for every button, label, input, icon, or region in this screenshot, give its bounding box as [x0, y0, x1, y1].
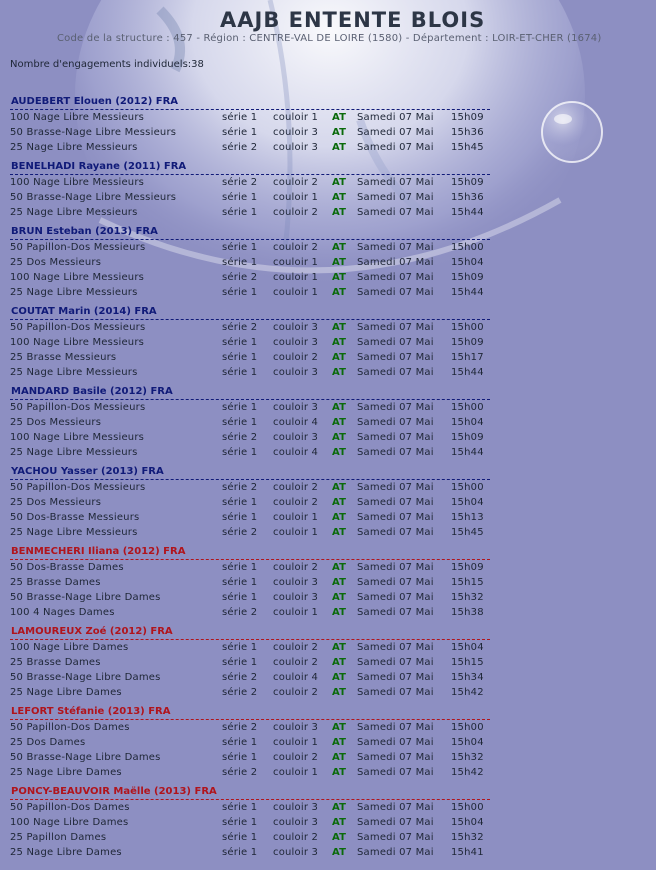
event-name: 100 Nage Libre Dames [10, 817, 129, 828]
event-time: 15h44 [451, 367, 484, 378]
swimmer-block [10, 225, 490, 300]
event-date: Samedi 07 Mai [357, 657, 434, 668]
serie-number: série 1 [222, 402, 258, 413]
serie-number: série 2 [222, 687, 258, 698]
event-name: 25 Dos Messieurs [10, 497, 102, 508]
event-time: 15h04 [451, 737, 484, 748]
status-badge: AT [332, 657, 347, 668]
serie-number: série 2 [222, 767, 258, 778]
status-badge: AT [332, 142, 347, 153]
event-date: Samedi 07 Mai [357, 447, 434, 458]
event-time: 15h09 [451, 177, 484, 188]
lane-number: couloir 3 [273, 337, 319, 348]
status-badge: AT [332, 562, 347, 573]
status-badge: AT [332, 512, 347, 523]
event-name: 50 Brasse-Nage Libre Dames [10, 592, 161, 603]
event-time: 15h04 [451, 817, 484, 828]
serie-number: série 1 [222, 192, 258, 203]
event-name: 50 Papillon-Dos Messieurs [10, 242, 146, 253]
status-badge: AT [332, 257, 347, 268]
event-time: 15h42 [451, 687, 484, 698]
event-time: 15h00 [451, 722, 484, 733]
serie-number: série 1 [222, 737, 258, 748]
event-time: 15h44 [451, 207, 484, 218]
lane-number: couloir 3 [273, 592, 319, 603]
event-time: 15h04 [451, 257, 484, 268]
lane-number: couloir 2 [273, 832, 319, 843]
serie-number: série 1 [222, 257, 258, 268]
status-badge: AT [332, 847, 347, 858]
entry-row [10, 205, 490, 220]
event-name: 25 Nage Libre Dames [10, 767, 122, 778]
entry-row [10, 685, 490, 700]
lane-number: couloir 1 [273, 607, 319, 618]
event-name: 50 Brasse-Nage Libre Messieurs [10, 127, 177, 138]
event-name: 25 Nage Libre Messieurs [10, 367, 138, 378]
event-time: 15h00 [451, 322, 484, 333]
serie-number: série 1 [222, 337, 258, 348]
swimmer-name: LAMOUREUX Zoé (2012) FRA [10, 625, 490, 640]
page-title: AAJB ENTENTE BLOIS [220, 8, 486, 32]
entry-row [10, 670, 490, 685]
event-time: 15h09 [451, 112, 484, 123]
serie-number: série 1 [222, 512, 258, 523]
entry-row [10, 845, 490, 860]
entry-row [10, 335, 490, 350]
swimmer-block [10, 785, 490, 860]
serie-number: série 1 [222, 207, 258, 218]
lane-number: couloir 2 [273, 352, 319, 363]
serie-number: série 2 [222, 482, 258, 493]
status-badge: AT [332, 802, 347, 813]
event-name: 50 Papillon-Dos Messieurs [10, 402, 146, 413]
status-badge: AT [332, 642, 347, 653]
lane-number: couloir 2 [273, 207, 319, 218]
entry-row [10, 400, 490, 415]
swimmer-name: PONCY-BEAUVOIR Maëlle (2013) FRA [10, 785, 490, 800]
event-date: Samedi 07 Mai [357, 367, 434, 378]
event-date: Samedi 07 Mai [357, 177, 434, 188]
event-name: 25 Nage Libre Messieurs [10, 287, 138, 298]
entry-row [10, 285, 490, 300]
serie-number: série 2 [222, 322, 258, 333]
serie-number: série 2 [222, 527, 258, 538]
event-name: 25 Dos Messieurs [10, 257, 102, 268]
event-name: 25 Dos Messieurs [10, 417, 102, 428]
serie-number: série 2 [222, 607, 258, 618]
event-date: Samedi 07 Mai [357, 817, 434, 828]
swimmer-name: BRUN Esteban (2013) FRA [10, 225, 490, 240]
event-name: 100 Nage Libre Messieurs [10, 432, 145, 443]
status-badge: AT [332, 207, 347, 218]
status-badge: AT [332, 577, 347, 588]
event-name: 100 Nage Libre Messieurs [10, 177, 145, 188]
entry-row [10, 480, 490, 495]
event-date: Samedi 07 Mai [357, 752, 434, 763]
event-date: Samedi 07 Mai [357, 272, 434, 283]
status-badge: AT [332, 737, 347, 748]
status-badge: AT [332, 112, 347, 123]
serie-number: série 1 [222, 447, 258, 458]
status-badge: AT [332, 832, 347, 843]
lane-number: couloir 2 [273, 657, 319, 668]
serie-number: série 1 [222, 817, 258, 828]
event-date: Samedi 07 Mai [357, 417, 434, 428]
event-time: 15h04 [451, 642, 484, 653]
event-name: 25 Nage Libre Messieurs [10, 447, 138, 458]
event-time: 15h00 [451, 242, 484, 253]
event-time: 15h00 [451, 802, 484, 813]
event-time: 15h17 [451, 352, 484, 363]
event-name: 25 Dos Dames [10, 737, 86, 748]
status-badge: AT [332, 127, 347, 138]
event-name: 50 Papillon-Dos Dames [10, 722, 130, 733]
entry-row [10, 190, 490, 205]
serie-number: série 2 [222, 672, 258, 683]
entry-row [10, 240, 490, 255]
lane-number: couloir 2 [273, 497, 319, 508]
event-date: Samedi 07 Mai [357, 687, 434, 698]
event-name: 25 Nage Libre Messieurs [10, 207, 138, 218]
entry-row [10, 815, 490, 830]
serie-number: série 1 [222, 562, 258, 573]
status-badge: AT [332, 272, 347, 283]
event-date: Samedi 07 Mai [357, 207, 434, 218]
event-time: 15h09 [451, 562, 484, 573]
serie-number: série 1 [222, 592, 258, 603]
entry-row [10, 830, 490, 845]
event-date: Samedi 07 Mai [357, 322, 434, 333]
event-date: Samedi 07 Mai [357, 847, 434, 858]
event-date: Samedi 07 Mai [357, 607, 434, 618]
lane-number: couloir 2 [273, 687, 319, 698]
entry-row [10, 365, 490, 380]
entry-row [10, 560, 490, 575]
lane-number: couloir 3 [273, 127, 319, 138]
entry-row [10, 765, 490, 780]
serie-number: série 1 [222, 127, 258, 138]
event-time: 15h09 [451, 337, 484, 348]
serie-number: série 1 [222, 847, 258, 858]
lane-number: couloir 2 [273, 177, 319, 188]
status-badge: AT [332, 687, 347, 698]
event-name: 25 Nage Libre Messieurs [10, 527, 138, 538]
event-time: 15h36 [451, 192, 484, 203]
event-name: 50 Brasse-Nage Libre Dames [10, 752, 161, 763]
lane-number: couloir 1 [273, 272, 319, 283]
entry-row [10, 575, 490, 590]
lane-number: couloir 4 [273, 417, 319, 428]
event-date: Samedi 07 Mai [357, 432, 434, 443]
lane-number: couloir 2 [273, 242, 319, 253]
event-name: 25 Brasse Dames [10, 577, 101, 588]
status-badge: AT [332, 752, 347, 763]
event-name: 100 Nage Libre Messieurs [10, 112, 145, 123]
serie-number: série 1 [222, 367, 258, 378]
event-time: 15h32 [451, 592, 484, 603]
event-name: 100 4 Nages Dames [10, 607, 115, 618]
entry-row [10, 320, 490, 335]
event-name: 25 Nage Libre Dames [10, 687, 122, 698]
entry-row [10, 445, 490, 460]
event-time: 15h00 [451, 402, 484, 413]
serie-number: série 1 [222, 497, 258, 508]
swimmer-name: BENMECHERI Iliana (2012) FRA [10, 545, 490, 560]
serie-number: série 1 [222, 832, 258, 843]
swimmer-name: AUDEBERT Elouen (2012) FRA [10, 95, 490, 110]
status-badge: AT [332, 367, 347, 378]
status-badge: AT [332, 192, 347, 203]
entries-count: Nombre d'engagements individuels:38 [10, 59, 204, 70]
event-time: 15h42 [451, 767, 484, 778]
swimmer-block [10, 305, 490, 380]
lane-number: couloir 1 [273, 287, 319, 298]
bubble-icon [542, 102, 602, 162]
status-badge: AT [332, 177, 347, 188]
event-time: 15h15 [451, 657, 484, 668]
lane-number: couloir 2 [273, 752, 319, 763]
event-date: Samedi 07 Mai [357, 512, 434, 523]
event-name: 50 Dos-Brasse Messieurs [10, 512, 140, 523]
lane-number: couloir 3 [273, 817, 319, 828]
entry-row [10, 525, 490, 540]
event-name: 25 Papillon Dames [10, 832, 107, 843]
swimmer-block [10, 625, 490, 700]
serie-number: série 2 [222, 432, 258, 443]
event-date: Samedi 07 Mai [357, 672, 434, 683]
event-date: Samedi 07 Mai [357, 642, 434, 653]
entry-row [10, 510, 490, 525]
lane-number: couloir 3 [273, 802, 319, 813]
status-badge: AT [332, 817, 347, 828]
event-date: Samedi 07 Mai [357, 192, 434, 203]
swimmer-block [10, 95, 490, 155]
serie-number: série 1 [222, 802, 258, 813]
lane-number: couloir 3 [273, 142, 319, 153]
entry-row [10, 255, 490, 270]
event-time: 15h00 [451, 482, 484, 493]
status-badge: AT [332, 767, 347, 778]
entry-row [10, 640, 490, 655]
swimmer-block [10, 705, 490, 780]
status-badge: AT [332, 242, 347, 253]
serie-number: série 1 [222, 417, 258, 428]
entry-row [10, 110, 490, 125]
event-name: 100 Nage Libre Messieurs [10, 337, 145, 348]
event-date: Samedi 07 Mai [357, 402, 434, 413]
lane-number: couloir 3 [273, 402, 319, 413]
event-name: 50 Brasse-Nage Libre Messieurs [10, 192, 177, 203]
event-time: 15h41 [451, 847, 484, 858]
status-badge: AT [332, 402, 347, 413]
event-time: 15h13 [451, 512, 484, 523]
event-date: Samedi 07 Mai [357, 257, 434, 268]
event-time: 15h04 [451, 497, 484, 508]
status-badge: AT [332, 592, 347, 603]
event-date: Samedi 07 Mai [357, 142, 434, 153]
event-time: 15h44 [451, 447, 484, 458]
swimmer-block [10, 545, 490, 620]
event-time: 15h36 [451, 127, 484, 138]
event-name: 25 Nage Libre Dames [10, 847, 122, 858]
event-date: Samedi 07 Mai [357, 722, 434, 733]
lane-number: couloir 1 [273, 527, 319, 538]
serie-number: série 1 [222, 642, 258, 653]
swimmer-name: COUTAT Marin (2014) FRA [10, 305, 490, 320]
entry-row [10, 125, 490, 140]
event-time: 15h09 [451, 272, 484, 283]
lane-number: couloir 1 [273, 257, 319, 268]
event-date: Samedi 07 Mai [357, 287, 434, 298]
event-name: 25 Nage Libre Messieurs [10, 142, 138, 153]
lane-number: couloir 3 [273, 577, 319, 588]
status-badge: AT [332, 337, 347, 348]
serie-number: série 1 [222, 287, 258, 298]
serie-number: série 2 [222, 272, 258, 283]
entry-row [10, 415, 490, 430]
lane-number: couloir 2 [273, 482, 319, 493]
lane-number: couloir 3 [273, 722, 319, 733]
lane-number: couloir 1 [273, 767, 319, 778]
event-time: 15h09 [451, 432, 484, 443]
serie-number: série 2 [222, 177, 258, 188]
structure-info: Code de la structure : 457 - Région : CENTRE-VAL DE LOIRE (1580) - Département : LOIR-ET-CHER (1674) [57, 33, 602, 44]
event-date: Samedi 07 Mai [357, 112, 434, 123]
status-badge: AT [332, 722, 347, 733]
status-badge: AT [332, 482, 347, 493]
status-badge: AT [332, 527, 347, 538]
event-time: 15h04 [451, 417, 484, 428]
event-time: 15h45 [451, 142, 484, 153]
entry-row [10, 750, 490, 765]
event-time: 15h45 [451, 527, 484, 538]
event-date: Samedi 07 Mai [357, 832, 434, 843]
entry-row [10, 655, 490, 670]
status-badge: AT [332, 432, 347, 443]
event-date: Samedi 07 Mai [357, 497, 434, 508]
event-date: Samedi 07 Mai [357, 767, 434, 778]
swimmer-name: MANDARD Basile (2012) FRA [10, 385, 490, 400]
event-name: 50 Papillon-Dos Dames [10, 802, 130, 813]
serie-number: série 1 [222, 752, 258, 763]
lane-number: couloir 1 [273, 192, 319, 203]
entry-row [10, 735, 490, 750]
event-date: Samedi 07 Mai [357, 242, 434, 253]
event-date: Samedi 07 Mai [357, 482, 434, 493]
event-name: 50 Papillon-Dos Messieurs [10, 322, 146, 333]
event-date: Samedi 07 Mai [357, 527, 434, 538]
status-badge: AT [332, 447, 347, 458]
serie-number: série 1 [222, 242, 258, 253]
event-time: 15h34 [451, 672, 484, 683]
entry-row [10, 590, 490, 605]
swimmer-block [10, 160, 490, 220]
lane-number: couloir 4 [273, 672, 319, 683]
serie-number: série 1 [222, 352, 258, 363]
event-date: Samedi 07 Mai [357, 577, 434, 588]
event-name: 50 Dos-Brasse Dames [10, 562, 124, 573]
lane-number: couloir 3 [273, 847, 319, 858]
event-date: Samedi 07 Mai [357, 802, 434, 813]
serie-number: série 2 [222, 142, 258, 153]
entry-row [10, 175, 490, 190]
lane-number: couloir 3 [273, 432, 319, 443]
serie-number: série 2 [222, 722, 258, 733]
entry-row [10, 270, 490, 285]
event-name: 50 Brasse-Nage Libre Dames [10, 672, 161, 683]
swimmer-name: YACHOU Yasser (2013) FRA [10, 465, 490, 480]
serie-number: série 1 [222, 657, 258, 668]
event-date: Samedi 07 Mai [357, 352, 434, 363]
event-date: Samedi 07 Mai [357, 127, 434, 138]
lane-number: couloir 1 [273, 112, 319, 123]
event-date: Samedi 07 Mai [357, 737, 434, 748]
status-badge: AT [332, 672, 347, 683]
event-date: Samedi 07 Mai [357, 592, 434, 603]
lane-number: couloir 1 [273, 512, 319, 523]
lane-number: couloir 3 [273, 367, 319, 378]
event-time: 15h32 [451, 832, 484, 843]
serie-number: série 1 [222, 112, 258, 123]
entry-row [10, 800, 490, 815]
event-name: 100 Nage Libre Messieurs [10, 272, 145, 283]
event-date: Samedi 07 Mai [357, 562, 434, 573]
entry-row [10, 140, 490, 155]
entry-row [10, 720, 490, 735]
status-badge: AT [332, 352, 347, 363]
lane-number: couloir 1 [273, 737, 319, 748]
entry-row [10, 350, 490, 365]
serie-number: série 1 [222, 577, 258, 588]
event-date: Samedi 07 Mai [357, 337, 434, 348]
lane-number: couloir 4 [273, 447, 319, 458]
entry-row [10, 605, 490, 620]
status-badge: AT [332, 287, 347, 298]
status-badge: AT [332, 322, 347, 333]
event-time: 15h38 [451, 607, 484, 618]
event-time: 15h44 [451, 287, 484, 298]
swimmer-block [10, 385, 490, 460]
lane-number: couloir 3 [273, 322, 319, 333]
event-time: 15h15 [451, 577, 484, 588]
event-name: 25 Brasse Dames [10, 657, 101, 668]
status-badge: AT [332, 607, 347, 618]
status-badge: AT [332, 497, 347, 508]
lane-number: couloir 2 [273, 562, 319, 573]
swimmer-list [10, 95, 490, 860]
status-badge: AT [332, 417, 347, 428]
entry-row [10, 495, 490, 510]
event-time: 15h32 [451, 752, 484, 763]
swimmer-block [10, 465, 490, 540]
lane-number: couloir 2 [273, 642, 319, 653]
event-name: 25 Brasse Messieurs [10, 352, 117, 363]
event-name: 100 Nage Libre Dames [10, 642, 129, 653]
event-name: 50 Papillon-Dos Messieurs [10, 482, 146, 493]
swimmer-name: BENELHADI Rayane (2011) FRA [10, 160, 490, 175]
swimmer-name: LEFORT Stéfanie (2013) FRA [10, 705, 490, 720]
entry-row [10, 430, 490, 445]
